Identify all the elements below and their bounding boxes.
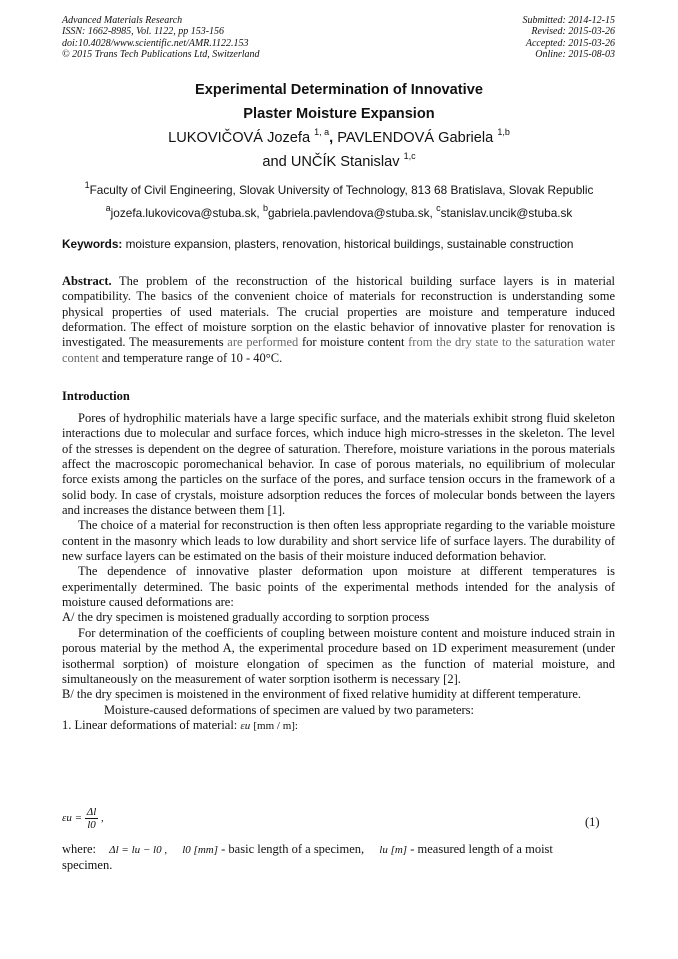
where-l0-desc: - basic length of a specimen,: [221, 842, 365, 856]
method-item-b: B/ the dry specimen is moistened in the environment of fixed relative humidity at different temperature.: [62, 687, 582, 702]
journal-doi: doi:10.4028/www.scientific.net/AMR.1122.153: [62, 37, 249, 49]
abstract-highlight-2: from the dry state to the saturation water content: [62, 335, 616, 365]
email-a[interactable]: jozefa.lukovicova@stuba.sk: [110, 205, 257, 220]
affiliation: [0, 181, 678, 197]
email-b-sup: b: [262, 203, 268, 213]
abstract-text-2: for moisture content: [301, 335, 405, 350]
affiliation-text: Faculty of Civil Engineering, Slovak University of Technology, 813 68 Bratislava, Slovak Republic: [89, 182, 594, 197]
intro-paragraph-2: The choice of a material for reconstruction is then often less appropriate regarding to the variable moisture content in the masonry which leads to low durability and short service life of surface layers. The durability of new surface layers can be estimated on the basis of their moisture induced deformation behavior.: [62, 518, 615, 564]
date-online: Online: 2015-08-03: [535, 49, 615, 61]
journal-header: [62, 15, 260, 61]
equation-denominator: l0: [87, 819, 96, 831]
abstract-highlight-1: are performed: [227, 335, 299, 350]
email-b[interactable]: gabriela.pavlendova@stuba.sk: [268, 205, 430, 220]
abstract: [62, 274, 615, 366]
author-and: and: [262, 153, 287, 170]
equation-1: [62, 806, 104, 831]
author-1-sup: 1, a: [314, 127, 330, 137]
list-item-1: [62, 718, 615, 734]
author-3: UNČÍK Stanislav: [290, 153, 400, 170]
intro-paragraph-5: Moisture-caused deformations of specimen are valued by two parameters:: [104, 702, 475, 717]
equation-number: (1): [585, 815, 600, 829]
where-label: where:: [62, 842, 97, 856]
date-accepted: Accepted: 2015-03-26: [525, 37, 615, 49]
equation-numerator: Δl: [86, 806, 97, 818]
introduction-body: [62, 411, 615, 734]
where-line: [62, 842, 615, 858]
journal-issn: ISSN: 1662-8985, Vol. 1122, pp 153-156: [62, 26, 225, 38]
author-3-sup: 1,c: [403, 151, 416, 161]
author-2-sup: 1,b: [497, 127, 510, 137]
intro-paragraph-3: The dependence of innovative plaster deformation upon moisture at different temperatures is experimentally determined. The basic points of the experimental methods intended for the analysis of moisture caused deformations are:: [62, 564, 615, 610]
list-item-1-text: 1. Linear deformations of material:: [62, 717, 238, 732]
authors-line-2: [0, 152, 678, 170]
abstract-text-1: The problem of the reconstruction of the historical building surface layers is in material compatibility. The basics of the convenient choice of materials for reconstruction is understanding some physical properties of used materials. The crucial properties are moisture and temperature induced deformation. The effect of moisture sorption on the elastic behavior of innovative plaster for renovation is investigated. The measurements: [62, 274, 615, 350]
equation-comma: ,: [101, 812, 104, 825]
where-lu-desc: - measured length of a moist: [410, 842, 553, 856]
paper-title-line-2: Plaster Moisture Expansion: [243, 106, 435, 122]
author-2: PAVLENDOVÁ Gabriela: [337, 129, 494, 146]
affiliation-sup: 1: [84, 180, 90, 190]
email-c[interactable]: stanislav.uncik@stuba.sk: [440, 205, 573, 220]
where-l0: l0 [mm]: [182, 844, 219, 856]
where-tail: specimen.: [62, 858, 113, 872]
where-delta-equation: Δl = lu − l0 ,: [109, 844, 168, 856]
keywords-label: Keywords:: [62, 237, 123, 251]
author-1: LUKOVIČOVÁ Jozefa: [168, 129, 311, 146]
dates-header: [523, 15, 616, 61]
journal-copyright: © 2015 Trans Tech Publications Ltd, Switzerland: [62, 49, 260, 61]
email-sep-1: ,: [256, 205, 263, 220]
equation-lhs: εu =: [62, 812, 83, 825]
list-item-1-unit: [mm / m]:: [253, 719, 298, 732]
method-item-a: A/ the dry specimen is moistened gradually according to sorption process: [62, 610, 430, 625]
email-a-sup: a: [105, 203, 111, 213]
email-sep-2: ,: [429, 205, 437, 220]
keywords-text: moisture expansion, plasters, renovation, historical buildings, sustainable construction: [125, 237, 574, 251]
author-separator: ,: [329, 129, 334, 146]
email-c-sup: c: [436, 203, 441, 213]
abstract-text-3: and temperature range of 10 - 40°C.: [101, 350, 283, 365]
where-lu: lu [m]: [379, 844, 408, 856]
authors-line-1: [0, 128, 678, 146]
keywords: [62, 237, 622, 251]
introduction-heading: Introduction: [62, 389, 130, 403]
abstract-label: Abstract.: [62, 274, 112, 288]
intro-paragraph-1: Pores of hydrophilic materials have a large specific surface, and the materials exhibit strong fluid skeleton interactions due to molecular and surface forces, which induce high micro-stresses in the skeleton. The level of the stresses is dependent on the degree of saturation. Therefore, moisture variations in the porous materials affect the macroscopic poromechanical behavior. In case of porous materials, no equilibrium of molecular force exists among the particles on the surface of the pores, and surface tension occurs in the framework of a solid body. In case of crystals, moisture adsorption reduces the forces of molecular bonds between the layers and increases the distance between them [1].: [62, 411, 615, 518]
intro-paragraph-4: For determination of the coefficients of coupling between moisture content and moisture induced strain in porous material by the method A, the experimental procedure based on 1D experiment measurement (under isothermal sorption) of moisture elongation of specimen as the function of material moisture, and simultaneously on the measurement of water sorption isotherm is necessary [2].: [62, 625, 615, 686]
equation-fraction: [85, 806, 99, 831]
paper-title-line-1: Experimental Determination of Innovative: [195, 82, 483, 98]
journal-name: Advanced Materials Research: [62, 15, 183, 26]
author-emails: [0, 204, 678, 220]
date-revised: Revised: 2015-03-26: [531, 26, 615, 38]
list-item-1-symbol: εu: [240, 719, 251, 732]
date-submitted: Submitted: 2014-12-15: [522, 15, 615, 26]
